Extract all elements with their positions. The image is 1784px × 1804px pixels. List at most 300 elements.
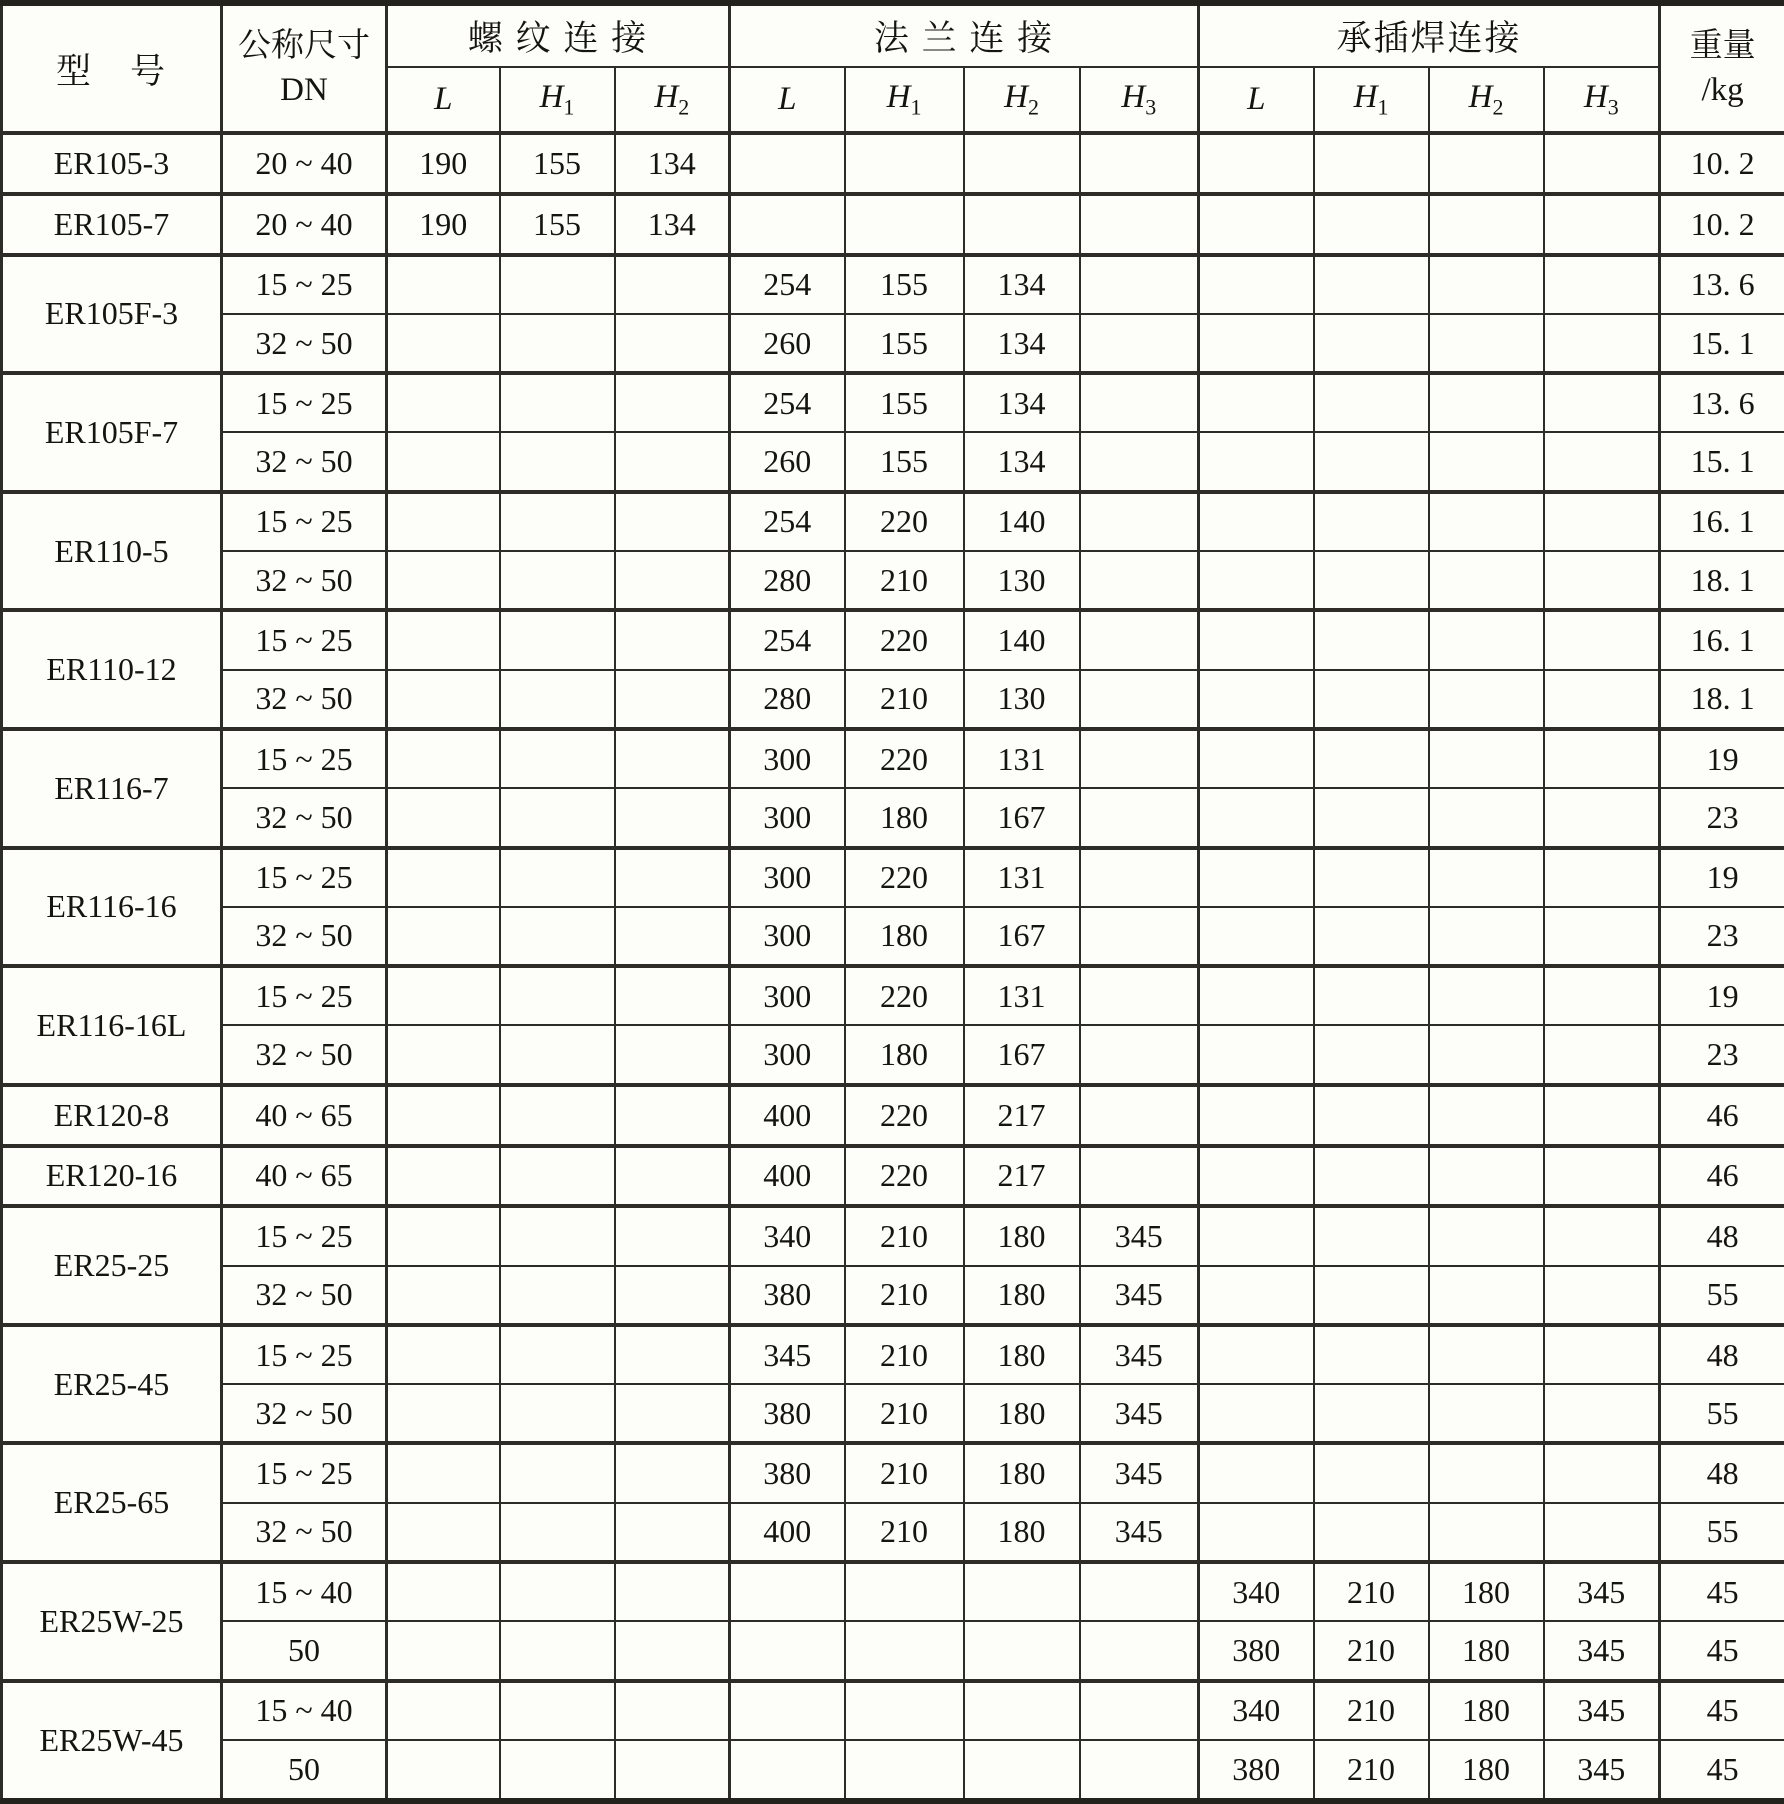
cell-socket_weld-H2: 180 [1429, 1562, 1544, 1621]
cell-threaded-L [387, 1206, 500, 1265]
cell-socket_weld-L [1199, 432, 1314, 491]
cell-threaded-L [387, 492, 500, 551]
cell-flange-H2: 167 [964, 907, 1080, 966]
cell-socket_weld-H1 [1314, 1384, 1429, 1443]
cell-threaded-H1 [500, 492, 615, 551]
cell-socket_weld-H1: 210 [1314, 1740, 1429, 1801]
cell-weight: 55 [1660, 1266, 1784, 1325]
cell-socket_weld-L: 380 [1199, 1740, 1314, 1801]
header-nominal-size-line1: 公称尺寸 [238, 27, 370, 64]
cell-weight: 46 [1660, 1085, 1784, 1146]
table-row [2, 432, 1784, 491]
cell-threaded-L [387, 1562, 500, 1621]
cell-threaded-H1 [500, 610, 615, 669]
cell-flange-H2: 167 [964, 1025, 1080, 1084]
cell-socket_weld-H3: 345 [1544, 1562, 1660, 1621]
cell-flange-H3: 345 [1080, 1384, 1199, 1443]
cell-flange-H1: 210 [845, 551, 964, 610]
cell-flange-L: 254 [730, 373, 845, 432]
cell-flange-H2: 134 [964, 314, 1080, 373]
cell-threaded-H1 [500, 1025, 615, 1084]
cell-model: ER25W-25 [2, 1562, 222, 1681]
cell-threaded-H1 [500, 432, 615, 491]
cell-socket_weld-H3 [1544, 1443, 1660, 1502]
table-row [2, 907, 1784, 966]
cell-socket_weld-H2 [1429, 1146, 1544, 1207]
cell-threaded-H2 [615, 610, 730, 669]
cell-dn: 32 ~ 50 [222, 670, 387, 729]
cell-model: ER25-45 [2, 1325, 222, 1444]
cell-socket_weld-H2 [1429, 907, 1544, 966]
cell-flange-H3: 345 [1080, 1266, 1199, 1325]
cell-weight: 18. 1 [1660, 551, 1784, 610]
cell-socket_weld-H2 [1429, 1266, 1544, 1325]
cell-socket_weld-H3 [1544, 1146, 1660, 1207]
cell-threaded-L [387, 1266, 500, 1325]
cell-flange-H2: 130 [964, 670, 1080, 729]
table-row [2, 314, 1784, 373]
cell-socket_weld-H2 [1429, 1025, 1544, 1084]
table-row [2, 492, 1784, 551]
table-row [2, 788, 1784, 847]
cell-weight: 13. 6 [1660, 373, 1784, 432]
cell-threaded-L [387, 255, 500, 314]
cell-dn: 32 ~ 50 [222, 1266, 387, 1325]
cell-socket_weld-H1 [1314, 729, 1429, 788]
cell-socket_weld-H2 [1429, 1384, 1544, 1443]
cell-flange-H3: 345 [1080, 1503, 1199, 1562]
cell-flange-H3 [1080, 788, 1199, 847]
cell-socket_weld-L [1199, 1384, 1314, 1443]
cell-dn: 32 ~ 50 [222, 1384, 387, 1443]
cell-flange-H3: 345 [1080, 1206, 1199, 1265]
cell-flange-H1 [845, 1621, 964, 1680]
cell-threaded-H1 [500, 729, 615, 788]
cell-threaded-L [387, 1621, 500, 1680]
cell-threaded-H1 [500, 373, 615, 432]
cell-flange-H2: 180 [964, 1384, 1080, 1443]
cell-threaded-L [387, 1146, 500, 1207]
cell-flange-H1: 210 [845, 1206, 964, 1265]
cell-threaded-H1 [500, 907, 615, 966]
cell-threaded-H2: 134 [615, 194, 730, 255]
cell-socket_weld-H1 [1314, 907, 1429, 966]
cell-dn: 15 ~ 25 [222, 373, 387, 432]
cell-flange-H2: 217 [964, 1085, 1080, 1146]
cell-model: ER116-16L [2, 966, 222, 1085]
cell-socket_weld-H1 [1314, 1503, 1429, 1562]
cell-flange-H1: 210 [845, 1503, 964, 1562]
cell-socket_weld-L [1199, 255, 1314, 314]
cell-threaded-H1: 155 [500, 194, 615, 255]
cell-model: ER105-3 [2, 133, 222, 194]
cell-threaded-H1 [500, 1681, 615, 1740]
cell-socket_weld-L [1199, 194, 1314, 255]
cell-flange-L: 300 [730, 966, 845, 1025]
cell-socket_weld-L [1199, 729, 1314, 788]
cell-flange-H3 [1080, 194, 1199, 255]
cell-socket_weld-H3 [1544, 1325, 1660, 1384]
cell-socket_weld-H2: 180 [1429, 1621, 1544, 1680]
header-socket_weld-H3: $H_3$ [1544, 67, 1660, 133]
cell-threaded-H2 [615, 788, 730, 847]
cell-socket_weld-H3 [1544, 1085, 1660, 1146]
cell-socket_weld-H1 [1314, 551, 1429, 610]
table-row [2, 1266, 1784, 1325]
cell-weight: 15. 1 [1660, 432, 1784, 491]
header-threaded-connection: 螺 纹 连 接 [387, 3, 730, 67]
table-row [2, 133, 1784, 194]
cell-flange-L [730, 1621, 845, 1680]
cell-weight: 55 [1660, 1503, 1784, 1562]
cell-flange-L: 300 [730, 788, 845, 847]
table-row [2, 1206, 1784, 1265]
cell-socket_weld-H3 [1544, 133, 1660, 194]
table-row [2, 848, 1784, 907]
cell-model: ER25-25 [2, 1206, 222, 1325]
cell-flange-H3 [1080, 966, 1199, 1025]
cell-model: ER25-65 [2, 1443, 222, 1562]
cell-threaded-H1 [500, 1503, 615, 1562]
cell-socket_weld-H2 [1429, 729, 1544, 788]
cell-socket_weld-H1: 210 [1314, 1621, 1429, 1680]
cell-socket_weld-H3 [1544, 373, 1660, 432]
cell-threaded-H2 [615, 1085, 730, 1146]
cell-threaded-H2 [615, 907, 730, 966]
cell-socket_weld-H2 [1429, 133, 1544, 194]
cell-flange-H1: 220 [845, 1146, 964, 1207]
table-header [2, 3, 1784, 133]
table-row [2, 1562, 1784, 1621]
cell-threaded-L [387, 670, 500, 729]
cell-socket_weld-H1 [1314, 1325, 1429, 1384]
cell-flange-H3 [1080, 492, 1199, 551]
cell-socket_weld-L [1199, 314, 1314, 373]
cell-threaded-L [387, 1443, 500, 1502]
cell-socket_weld-L [1199, 1025, 1314, 1084]
cell-dn: 50 [222, 1621, 387, 1680]
cell-flange-H3 [1080, 432, 1199, 491]
cell-flange-H1: 155 [845, 373, 964, 432]
cell-socket_weld-H2 [1429, 966, 1544, 1025]
cell-socket_weld-H1 [1314, 610, 1429, 669]
cell-flange-H1: 210 [845, 1443, 964, 1502]
cell-socket_weld-H2 [1429, 194, 1544, 255]
cell-socket_weld-H2 [1429, 610, 1544, 669]
cell-flange-H3 [1080, 1085, 1199, 1146]
cell-threaded-H1 [500, 1621, 615, 1680]
cell-socket_weld-L [1199, 492, 1314, 551]
cell-dn: 20 ~ 40 [222, 133, 387, 194]
cell-weight: 23 [1660, 907, 1784, 966]
cell-flange-H3 [1080, 373, 1199, 432]
cell-flange-H2: 180 [964, 1503, 1080, 1562]
cell-socket_weld-L [1199, 788, 1314, 847]
cell-threaded-H2 [615, 1443, 730, 1502]
header-socket_weld-L: L [1199, 67, 1314, 133]
cell-socket_weld-H3 [1544, 194, 1660, 255]
cell-threaded-L [387, 966, 500, 1025]
cell-threaded-L [387, 1503, 500, 1562]
cell-threaded-L [387, 1085, 500, 1146]
cell-threaded-H2 [615, 1681, 730, 1740]
cell-socket_weld-H1 [1314, 1025, 1429, 1084]
cell-threaded-H2 [615, 1740, 730, 1801]
cell-weight: 23 [1660, 1025, 1784, 1084]
cell-weight: 23 [1660, 788, 1784, 847]
cell-weight: 19 [1660, 966, 1784, 1025]
cell-threaded-H2 [615, 1503, 730, 1562]
cell-flange-H3 [1080, 1562, 1199, 1621]
cell-threaded-H1 [500, 1384, 615, 1443]
cell-flange-H1: 210 [845, 670, 964, 729]
cell-flange-H2: 217 [964, 1146, 1080, 1207]
cell-flange-H1 [845, 1681, 964, 1740]
cell-socket_weld-L [1199, 551, 1314, 610]
cell-flange-H1: 155 [845, 432, 964, 491]
header-weight-line2: /kg [1701, 71, 1744, 108]
cell-socket_weld-H1 [1314, 194, 1429, 255]
cell-flange-H1 [845, 1562, 964, 1621]
cell-flange-L [730, 1740, 845, 1801]
cell-flange-H2 [964, 1740, 1080, 1801]
cell-model: ER105-7 [2, 194, 222, 255]
cell-threaded-H1 [500, 788, 615, 847]
cell-dn: 32 ~ 50 [222, 551, 387, 610]
cell-socket_weld-H3 [1544, 1025, 1660, 1084]
cell-socket_weld-H1 [1314, 1266, 1429, 1325]
cell-socket_weld-H3 [1544, 907, 1660, 966]
header-socket-weld-connection: 承插焊连接 [1199, 3, 1660, 67]
table-row [2, 194, 1784, 255]
cell-threaded-H2 [615, 1266, 730, 1325]
cell-flange-H2: 130 [964, 551, 1080, 610]
cell-socket_weld-H2: 180 [1429, 1681, 1544, 1740]
cell-socket_weld-H2: 180 [1429, 1740, 1544, 1801]
cell-weight: 45 [1660, 1681, 1784, 1740]
cell-flange-H2: 131 [964, 729, 1080, 788]
table-row [2, 1085, 1784, 1146]
cell-threaded-H1 [500, 966, 615, 1025]
cell-flange-L: 254 [730, 610, 845, 669]
cell-model: ER120-8 [2, 1085, 222, 1146]
cell-threaded-L [387, 314, 500, 373]
cell-dn: 32 ~ 50 [222, 1025, 387, 1084]
cell-flange-L: 400 [730, 1146, 845, 1207]
cell-threaded-H2 [615, 848, 730, 907]
cell-flange-H2: 180 [964, 1325, 1080, 1384]
cell-dn: 15 ~ 25 [222, 729, 387, 788]
cell-flange-H1: 210 [845, 1325, 964, 1384]
table-row [2, 1146, 1784, 1207]
cell-flange-L: 300 [730, 907, 845, 966]
cell-flange-H3 [1080, 610, 1199, 669]
table-row [2, 966, 1784, 1025]
cell-flange-H3 [1080, 255, 1199, 314]
cell-flange-L [730, 1681, 845, 1740]
cell-threaded-L [387, 551, 500, 610]
cell-socket_weld-H2 [1429, 1503, 1544, 1562]
cell-threaded-H2 [615, 1325, 730, 1384]
cell-threaded-L [387, 432, 500, 491]
cell-socket_weld-H2 [1429, 1443, 1544, 1502]
cell-socket_weld-H2 [1429, 551, 1544, 610]
cell-flange-L: 380 [730, 1384, 845, 1443]
table-row [2, 1325, 1784, 1384]
cell-flange-H1: 220 [845, 729, 964, 788]
cell-socket_weld-L [1199, 1085, 1314, 1146]
cell-weight: 18. 1 [1660, 670, 1784, 729]
cell-flange-H1 [845, 1740, 964, 1801]
header-socket_weld-H1: $H_1$ [1314, 67, 1429, 133]
cell-socket_weld-L [1199, 610, 1314, 669]
cell-threaded-L [387, 1384, 500, 1443]
header-flange-L: L [730, 67, 845, 133]
cell-flange-H1: 220 [845, 610, 964, 669]
cell-socket_weld-L [1199, 373, 1314, 432]
cell-dn: 15 ~ 40 [222, 1681, 387, 1740]
cell-model: ER110-12 [2, 610, 222, 729]
cell-socket_weld-H2 [1429, 432, 1544, 491]
cell-dn: 32 ~ 50 [222, 907, 387, 966]
cell-socket_weld-L [1199, 670, 1314, 729]
cell-threaded-L [387, 1681, 500, 1740]
cell-socket_weld-H1 [1314, 966, 1429, 1025]
cell-weight: 48 [1660, 1206, 1784, 1265]
cell-threaded-H2 [615, 1562, 730, 1621]
cell-flange-H1: 180 [845, 907, 964, 966]
cell-dn: 20 ~ 40 [222, 194, 387, 255]
cell-flange-H2: 131 [964, 966, 1080, 1025]
cell-threaded-H1 [500, 670, 615, 729]
cell-socket_weld-H1 [1314, 788, 1429, 847]
cell-socket_weld-L [1199, 1206, 1314, 1265]
cell-dn: 15 ~ 40 [222, 1562, 387, 1621]
cell-threaded-H2 [615, 551, 730, 610]
header-flange-H2: $H_2$ [964, 67, 1080, 133]
table-row [2, 373, 1784, 432]
cell-flange-H3 [1080, 1681, 1199, 1740]
cell-flange-H2 [964, 194, 1080, 255]
cell-socket_weld-H2 [1429, 1325, 1544, 1384]
cell-threaded-H2 [615, 1146, 730, 1207]
table-row [2, 255, 1784, 314]
header-nominal-size [222, 3, 387, 133]
cell-socket_weld-H3: 345 [1544, 1621, 1660, 1680]
cell-flange-H1: 220 [845, 848, 964, 907]
cell-socket_weld-L [1199, 848, 1314, 907]
cell-flange-H3 [1080, 907, 1199, 966]
cell-flange-H2: 134 [964, 255, 1080, 314]
cell-threaded-H1 [500, 1085, 615, 1146]
header-model: 型 号 [2, 3, 222, 133]
cell-model: ER120-16 [2, 1146, 222, 1207]
cell-threaded-H2: 134 [615, 133, 730, 194]
cell-weight: 46 [1660, 1146, 1784, 1207]
cell-flange-L: 380 [730, 1266, 845, 1325]
cell-flange-H3 [1080, 1146, 1199, 1207]
cell-flange-H2: 134 [964, 432, 1080, 491]
cell-flange-H2 [964, 1621, 1080, 1680]
cell-socket_weld-H3 [1544, 610, 1660, 669]
cell-flange-L: 380 [730, 1443, 845, 1502]
cell-socket_weld-L [1199, 907, 1314, 966]
cell-flange-H1 [845, 133, 964, 194]
cell-socket_weld-L [1199, 1503, 1314, 1562]
cell-flange-H1: 155 [845, 255, 964, 314]
cell-flange-H3 [1080, 551, 1199, 610]
cell-flange-L: 280 [730, 670, 845, 729]
header-weight-line1: 重量 [1689, 27, 1756, 64]
table-row [2, 1740, 1784, 1801]
cell-threaded-H2 [615, 966, 730, 1025]
cell-socket_weld-H1 [1314, 1443, 1429, 1502]
cell-weight: 10. 2 [1660, 133, 1784, 194]
cell-flange-H2: 134 [964, 373, 1080, 432]
cell-threaded-L [387, 788, 500, 847]
cell-threaded-H2 [615, 373, 730, 432]
cell-socket_weld-H3 [1544, 1384, 1660, 1443]
table-row [2, 1503, 1784, 1562]
cell-dn: 15 ~ 25 [222, 610, 387, 669]
cell-socket_weld-H1 [1314, 848, 1429, 907]
cell-threaded-L [387, 848, 500, 907]
cell-socket_weld-H1 [1314, 492, 1429, 551]
cell-dn: 40 ~ 65 [222, 1085, 387, 1146]
cell-socket_weld-H3 [1544, 492, 1660, 551]
cell-socket_weld-L [1199, 966, 1314, 1025]
cell-dn: 15 ~ 25 [222, 966, 387, 1025]
cell-flange-L [730, 133, 845, 194]
cell-threaded-H2 [615, 1206, 730, 1265]
cell-socket_weld-L: 340 [1199, 1562, 1314, 1621]
cell-flange-L: 260 [730, 432, 845, 491]
cell-threaded-H2 [615, 432, 730, 491]
cell-threaded-L [387, 373, 500, 432]
cell-model: ER116-7 [2, 729, 222, 848]
cell-weight: 13. 6 [1660, 255, 1784, 314]
cell-socket_weld-H2 [1429, 492, 1544, 551]
cell-threaded-H1 [500, 1146, 615, 1207]
cell-socket_weld-H1 [1314, 1146, 1429, 1207]
cell-threaded-L: 190 [387, 194, 500, 255]
cell-socket_weld-H1 [1314, 670, 1429, 729]
header-flange-connection: 法 兰 连 接 [730, 3, 1199, 67]
cell-threaded-H1 [500, 314, 615, 373]
cell-flange-H2 [964, 1681, 1080, 1740]
cell-socket_weld-L [1199, 1443, 1314, 1502]
header-socket_weld-H2: $H_2$ [1429, 67, 1544, 133]
cell-socket_weld-H1 [1314, 133, 1429, 194]
cell-socket_weld-H1 [1314, 314, 1429, 373]
cell-socket_weld-H1 [1314, 1085, 1429, 1146]
cell-flange-L: 340 [730, 1206, 845, 1265]
table-row [2, 551, 1784, 610]
cell-model: ER25W-45 [2, 1681, 222, 1801]
cell-threaded-H1 [500, 1206, 615, 1265]
cell-socket_weld-H2 [1429, 848, 1544, 907]
cell-socket_weld-H1: 210 [1314, 1681, 1429, 1740]
cell-socket_weld-H1 [1314, 255, 1429, 314]
cell-flange-H3 [1080, 729, 1199, 788]
cell-weight: 48 [1660, 1325, 1784, 1384]
cell-flange-H3: 345 [1080, 1325, 1199, 1384]
cell-flange-H2: 140 [964, 610, 1080, 669]
header-threaded-H1: $H_1$ [500, 67, 615, 133]
header-flange-H3: $H_3$ [1080, 67, 1199, 133]
cell-model: ER105F-7 [2, 373, 222, 492]
cell-threaded-H2 [615, 492, 730, 551]
